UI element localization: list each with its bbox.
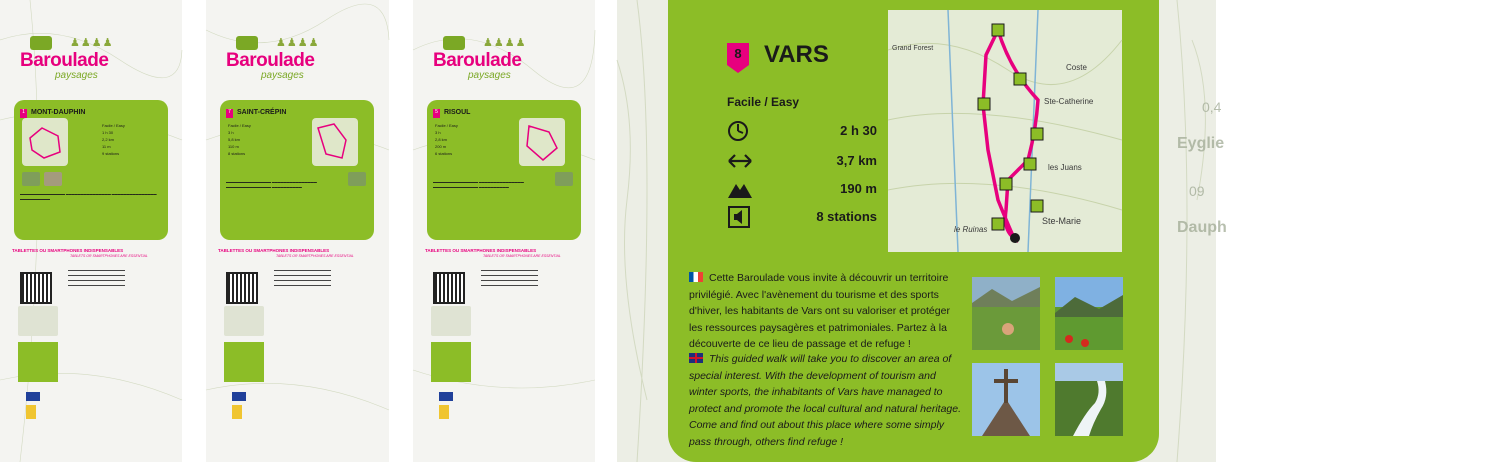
tablets-heading: TABLETTES OU SMARTPHONES INDISPENSABLES <box>425 248 537 253</box>
map-label: Eyglie <box>1177 135 1225 152</box>
distance-value: 3,7 km <box>836 153 877 168</box>
stat-elevation <box>727 178 877 200</box>
photo <box>22 172 40 186</box>
route-card <box>427 100 581 240</box>
map-label: Dauph <box>1177 219 1227 236</box>
partner-logo <box>439 405 449 419</box>
hikers-illustration: ♟♟♟♟ <box>276 37 320 49</box>
instructions-text: ▬▬▬▬▬▬▬▬▬▬▬▬▬▬▬▬▬▬▬ ▬▬▬▬▬▬▬▬▬▬▬▬▬▬▬▬▬▬▬ ▬▬▬▬▬▬▬▬▬▬▬▬▬▬▬▬▬▬▬ ▬▬▬▬▬▬▬▬▬▬▬▬▬▬▬▬▬▬▬ <box>481 268 538 287</box>
panel-risoul <box>413 0 595 462</box>
description-text: ▬▬▬▬▬▬▬▬▬▬▬▬▬▬▬ ▬▬▬▬▬▬▬▬▬▬▬▬▬▬▬ ▬▬▬▬▬▬▬▬▬▬▬▬▬▬▬ ▬▬▬▬▬▬▬▬▬▬ <box>20 192 157 201</box>
route-map[interactable] <box>888 10 1122 252</box>
route-map <box>22 118 68 166</box>
photo-meadow-people <box>972 277 1040 350</box>
vars-detail-panel <box>617 0 1227 462</box>
route-stats: Facile / Easy 3 h 5,8 km 110 m 8 stations <box>228 123 251 156</box>
uk-flag-icon <box>689 353 703 363</box>
photo <box>44 172 62 186</box>
photo <box>555 172 573 186</box>
stations-value: 8 stations <box>816 209 877 224</box>
partner-logo <box>26 405 36 419</box>
route-map <box>519 118 565 166</box>
photo-valley-poppies <box>1055 277 1123 350</box>
panel-saint-crepin <box>206 0 389 462</box>
map-label: Ste-Marie <box>1042 216 1082 226</box>
tablets-heading-en: TABLETS OR SMARTPHONES ARE ESSENTIAL <box>276 254 354 258</box>
description-text: ▬▬▬▬▬▬▬▬▬▬▬▬▬▬▬ ▬▬▬▬▬▬▬▬▬▬▬▬▬▬▬ ▬▬▬▬▬▬▬▬▬▬▬▬▬▬▬ ▬▬▬▬▬▬▬▬▬▬ <box>226 180 317 189</box>
route-number: 8 <box>727 43 749 65</box>
route-card <box>668 0 1159 462</box>
route-name: SAINT-CRÉPIN <box>237 109 287 116</box>
stat-duration <box>727 120 877 142</box>
route-number-badge <box>727 43 749 69</box>
route-number: 5 <box>433 109 440 118</box>
route-number: 1 <box>20 109 27 118</box>
qr-code[interactable] <box>433 272 465 304</box>
partner-logo <box>232 405 242 419</box>
overview-map <box>431 306 471 336</box>
overview-map <box>18 306 58 336</box>
photo-mountain-stream <box>1055 363 1123 436</box>
elevation-value: 190 m <box>840 181 877 196</box>
tablets-heading-en: TABLETS OR SMARTPHONES ARE ESSENTIAL <box>483 254 561 258</box>
mountain-icon <box>727 178 753 200</box>
route-name: RISOUL <box>444 109 471 116</box>
description-fr: Cette Baroulade vous invite à découvrir un territoire privilégié. Avec l'avènement du tourisme et des sports d'hiver, les habitants de Vars ont su valoriser et protéger les ressources paysagères et patrimoniales. Partez à la découverte de ce lieu de passage et de refuge ! <box>689 272 950 350</box>
description-en: This guided walk will take you to discover an area of special interest. With the development of tourism and winter sports, the inhabitants of Vars have managed to protect and promote the local cultural and natural heritage. Come and find out about this place where some simply pass through, others find refuge ! <box>689 353 962 448</box>
hikers-illustration: ♟♟♟♟ <box>483 37 527 49</box>
map-label: le Ruinas <box>954 225 988 234</box>
route-card <box>14 100 168 240</box>
route-title: VARS <box>764 41 829 68</box>
distance-arrows-icon <box>727 150 753 172</box>
panel-mont-dauphin <box>0 0 182 462</box>
map-label: Coste <box>1066 63 1087 72</box>
eu-logo <box>26 392 40 401</box>
map-label: 09 <box>1189 183 1205 199</box>
eu-logo <box>232 392 246 401</box>
tablets-heading: TABLETTES OU SMARTPHONES INDISPENSABLES <box>12 248 124 253</box>
route-name: MONT-DAUPHIN <box>31 109 86 116</box>
tablets-heading: TABLETTES OU SMARTPHONES INDISPENSABLES <box>218 248 330 253</box>
stat-distance <box>727 150 877 172</box>
difficulty-label: Facile / Easy <box>727 95 800 109</box>
map-label: Grand Forest <box>892 45 934 52</box>
baroulade-logo: Baroulade paysages <box>10 34 160 84</box>
instructions-text: ▬▬▬▬▬▬▬▬▬▬▬▬▬▬▬▬▬▬▬ ▬▬▬▬▬▬▬▬▬▬▬▬▬▬▬▬▬▬▬ ▬▬▬▬▬▬▬▬▬▬▬▬▬▬▬▬▬▬▬ ▬▬▬▬▬▬▬▬▬▬▬▬▬▬▬▬▬▬▬ <box>274 268 331 287</box>
french-flag-icon <box>689 272 703 282</box>
baroulade-logo: Baroulade paysages <box>216 34 366 84</box>
speaker-icon <box>727 206 753 228</box>
route-map <box>312 118 358 166</box>
route-stats: Facile / Easy 3 h 2,8 km 200 m 6 stations <box>435 123 458 156</box>
route-card <box>220 100 374 240</box>
legend-box <box>431 342 471 382</box>
photo-chapel-cross <box>972 363 1040 436</box>
baroulade-logo: Baroulade paysages <box>423 34 573 84</box>
description-text: ▬▬▬▬▬▬▬▬▬▬▬▬▬▬▬ ▬▬▬▬▬▬▬▬▬▬▬▬▬▬▬ ▬▬▬▬▬▬▬▬▬▬▬▬▬▬▬ ▬▬▬▬▬▬▬▬▬▬ <box>433 180 524 189</box>
eu-logo <box>439 392 453 401</box>
legend-box <box>18 342 58 382</box>
qr-code[interactable] <box>20 272 52 304</box>
duration-value: 2 h 30 <box>840 123 877 138</box>
photo <box>348 172 366 186</box>
hikers-illustration: ♟♟♟♟ <box>70 37 114 49</box>
route-number: 7 <box>226 109 233 118</box>
map-label: les Juans <box>1048 163 1082 172</box>
tablets-heading-en: TABLETS OR SMARTPHONES ARE ESSENTIAL <box>70 254 148 258</box>
stat-stations <box>727 206 877 228</box>
overview-map <box>224 306 264 336</box>
legend-box <box>224 342 264 382</box>
map-label: Ste-Catherine <box>1044 97 1094 106</box>
clock-icon <box>727 120 753 142</box>
route-stats: Facile / Easy 1 h 30 2,2 km 11 m 9 stations <box>102 123 125 156</box>
qr-code[interactable] <box>226 272 258 304</box>
instructions-text: ▬▬▬▬▬▬▬▬▬▬▬▬▬▬▬▬▬▬▬ ▬▬▬▬▬▬▬▬▬▬▬▬▬▬▬▬▬▬▬ ▬▬▬▬▬▬▬▬▬▬▬▬▬▬▬▬▬▬▬ ▬▬▬▬▬▬▬▬▬▬▬▬▬▬▬▬▬▬▬ <box>68 268 125 287</box>
map-label: 0,4 <box>1202 99 1222 115</box>
